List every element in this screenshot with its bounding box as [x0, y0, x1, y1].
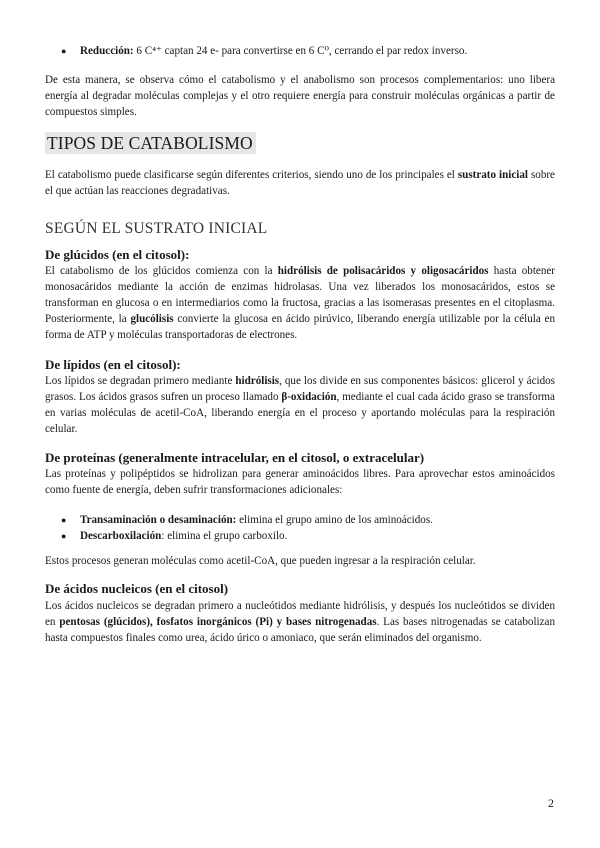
bullet-dot-icon: ●: [61, 46, 67, 56]
text-run: El catabolismo de los glúcidos comienza con la: [45, 265, 278, 277]
bold-run: β-oxidación: [281, 391, 337, 403]
acidos-nucleicos-paragraph: [45, 598, 555, 646]
proteinas-heading: De proteínas (generalmente intracelular, en el citosol, o extracelular): [45, 450, 425, 465]
bold-run: glucólisis: [130, 313, 174, 325]
proteinas-after-paragraph: Estos procesos generan moléculas como acetil-CoA, que pueden ingresar a la respiración celular.: [45, 555, 476, 567]
bold-run: pentosas (glúcidos), fosfatos inorgánicos (Pi) y bases nitrogenadas: [59, 616, 377, 628]
section-paragraph: [45, 167, 555, 199]
text-run: Los ácidos nucleicos se degradan primero a nucleótidos mediante hidrólisis, y después los nucleótidos se dividen en: [45, 600, 555, 628]
text-run: convierte la glucosa en ácido pirúvico, liberando energía utilizable por la célula en forma de ATP y moléculas transportadoras de electrones.: [45, 313, 555, 341]
bullet-dot-icon: ●: [61, 515, 67, 525]
page-number: 2: [548, 796, 554, 810]
section-title: TIPOS DE CATABOLISMO: [45, 132, 256, 154]
subsection-title: SEGÚN EL SUSTRATO INICIAL: [45, 220, 268, 237]
text-run: , que los divide en sus componentes básicos: glicerol y ácidos grasos. Los ácidos grasos sufren un proceso llamado: [45, 375, 555, 403]
text-run: Los lípidos se degradan primero mediante: [45, 375, 236, 387]
transaminacion-bullet: [45, 512, 590, 528]
bullet-text: : elimina el grupo carboxilo.: [161, 530, 288, 542]
acidos-nucleicos-heading: De ácidos nucleicos (en el citosol): [45, 581, 229, 596]
bold-run: hidrólisis de polisacáridos y oligosacáridos: [277, 265, 489, 277]
bullet-bold: Descarboxilación: [80, 530, 162, 542]
text-run: El catabolismo puede clasificarse según diferentes criterios, siendo uno de los principales el: [45, 169, 458, 181]
bold-run: hidrólisis: [235, 375, 280, 387]
glucidos-paragraph: [45, 263, 555, 343]
bullet-dot-icon: ●: [61, 531, 67, 541]
intro-paragraph: De esta manera, se observa cómo el catabolismo y el anabolismo son procesos complementarios: uno libera energía al degradar moléculas complejas y el otro requiere energía para construir moléculas orgánicas a partir de compuestos simples.: [45, 74, 555, 118]
bullet-text: elimina el grupo amino de los aminoácidos.: [236, 514, 433, 526]
bullet-bold: Transaminación o desaminación:: [80, 514, 237, 526]
lipidos-heading: De lípidos (en el citosol):: [45, 357, 181, 372]
proteinas-paragraph: Las proteínas y polipéptidos se hidrolizan para generar aminoácidos libres. Para aprovechar estos aminoácidos como fuente de energía, deben sufrir transformaciones adicionales:: [45, 468, 555, 496]
bullet-bold: Reducción:: [80, 45, 134, 57]
text-run: , mediante el cual cada ácido graso se transforma en varias moléculas de acetil-CoA, liberando energía en el proceso y aportando moléculas para la respiración celular.: [45, 391, 555, 435]
text-run: . Las bases nitrogenadas se catabolizan hasta compuestos finales como urea, ácido úrico o amoniaco, que serán eliminados del organismo.: [45, 616, 556, 644]
bold-run: sustrato inicial: [457, 169, 528, 181]
text-run: hasta obtener monosacáridos mediante la acción de enzimas hidrolasas. Una vez liberados los monosacáridos, estos se transforman en glucosa o en intermediarios como la fructosa, gracias a las isomerasas presentes en el citoplasma. Posteriormente, la: [45, 265, 555, 325]
bullet-text: 6 C⁴⁺ captan 24 e- para convertirse en 6 C⁰, cerrando el par redox inverso.: [133, 45, 468, 57]
lipidos-paragraph: [45, 373, 555, 437]
text-run: sobre el que actúan las reacciones degradativas.: [45, 169, 555, 197]
reduction-bullet: [45, 43, 590, 59]
descarboxilacion-bullet: [45, 528, 590, 544]
glucidos-heading: De glúcidos (en el citosol):: [45, 247, 190, 262]
